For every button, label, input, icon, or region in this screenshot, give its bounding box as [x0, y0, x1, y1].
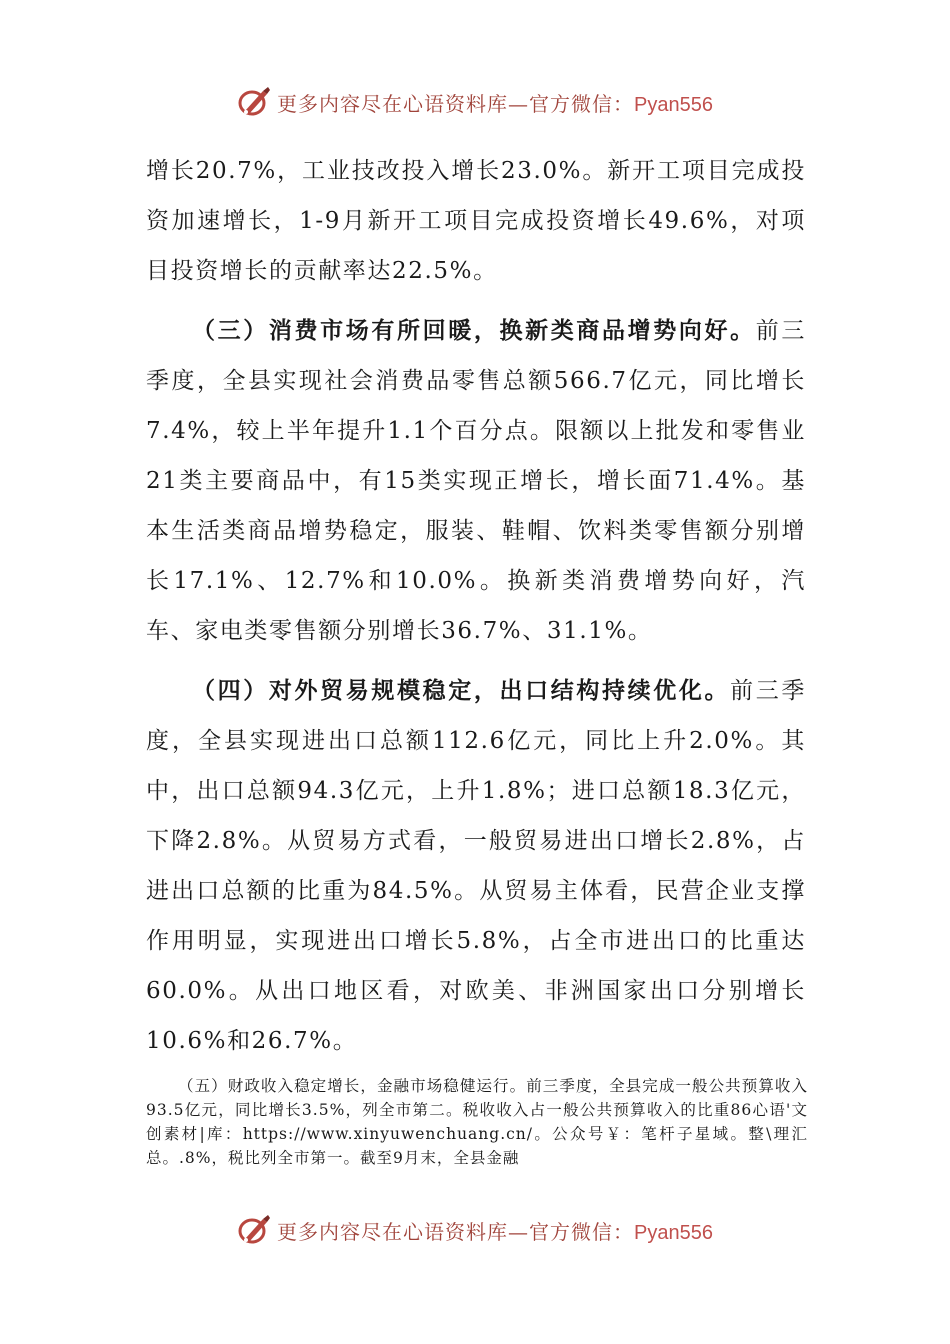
section-heading-trade: （四）对外贸易规模稳定，出口结构持续优化。: [192, 677, 731, 704]
footer-banner: [0, 1210, 950, 1250]
pen-logo-icon: [237, 1213, 271, 1247]
pen-logo-icon: [237, 85, 271, 119]
banner-text: 更多内容尽在心语资料库—官方微信：: [277, 91, 635, 116]
paragraph-trade-text: 前三季度，全县实现进出口总额112.6亿元，同比上升2.0%。其中，出口总额94.3亿元，上升1.8%；进口总额18.3亿元，下降2.8%。从贸易方式看，一般贸易进出口增长2.8%，占进出口总额的比重为84.5%。从贸易主体看，民营企业支撑作用明显，实现进出口增长5.8%，占全市进出口的比重达60.0%。从出口地区看，对欧美、非洲国家出口分别增长10.6%和26.7%。: [146, 678, 806, 1054]
paragraph-investment: 增长20.7%，工业技改投入增长23.0%。新开工项目完成投资加速增长，1-9月新开工项目完成投资增长49.6%，对项目投资增长的贡献率达22.5%。: [146, 158, 806, 284]
section-heading-consumption: （三）消费市场有所回暖，换新类商品增势向好。: [192, 317, 756, 344]
banner-text: 更多内容尽在心语资料库—官方微信：: [277, 1219, 635, 1244]
banner-wechat-id: Pyan556: [634, 93, 713, 116]
paragraph-consumption-text: 前三季度，全县实现社会消费品零售总额566.7亿元，同比增长7.4%，较上半年提升1.1个百分点。限额以上批发和零售业21类主要商品中，有15类实现正增长，增长面71.4%。基本生活类商品增势稳定，服装、鞋帽、饮料类零售额分别增长17.1%、12.7%和10.0%。换新类消费增势向好，汽车、家电类零售额分别增长36.7%、31.1%。: [146, 318, 807, 644]
paragraph-consumption: [146, 306, 806, 656]
document-body: [146, 146, 806, 1066]
paragraph-finance: （五）财政收入稳定增长，金融市场稳健运行。前三季度，全县完成一般公共预算收入93.5亿元，同比增长3.5%，列全市第二。税收收入占一般公共预算收入的比重86心语'文创素材|库：https://www.xinyuwenchuang.cn/。公众号￥：笔杆子星域。整\理汇总。.8%，税比列全市第一。截至9月末，全县金融: [146, 1077, 808, 1167]
header-banner: [0, 82, 950, 122]
banner-wechat-id: Pyan556: [634, 1221, 713, 1244]
paragraph-trade: [146, 666, 806, 1066]
